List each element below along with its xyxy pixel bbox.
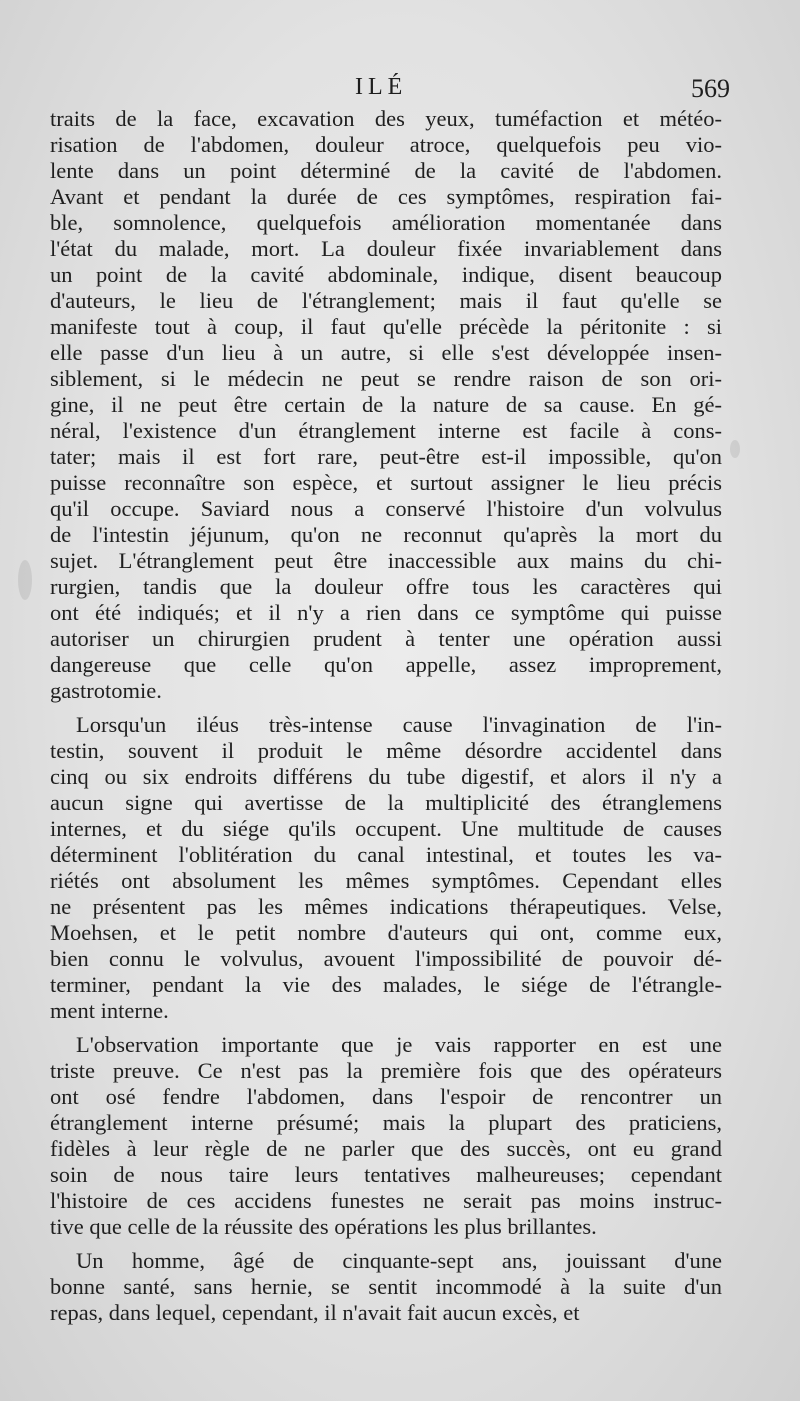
text-line: ment interne. (50, 998, 169, 1023)
running-head-title: ILÉ (355, 74, 408, 100)
text-line: internes, et du siége qu'ils occupent. Une multitude de causes (50, 816, 722, 841)
text-line: lente dans un point déterminé de la cavité de l'abdomen. (50, 158, 722, 183)
paragraph (50, 106, 722, 704)
text-line: autoriser un chirurgien prudent à tenter une opération aussi (50, 626, 722, 651)
text-line: repas, dans lequel, cependant, il n'avait fait aucun excès, et (50, 1300, 580, 1325)
body-text (50, 106, 722, 1326)
paper-stain (730, 440, 740, 458)
text-line: tater; mais il est fort rare, peut-être est-il impossible, qu'on (50, 444, 722, 469)
paragraph (50, 1032, 722, 1240)
text-line: étranglement interne présumé; mais la plupart des praticiens, (50, 1110, 722, 1135)
text-line: riétés ont absolument les mêmes symptômes. Cependant elles (50, 868, 722, 893)
text-line: de l'intestin jéjunum, qu'on ne reconnut qu'après la mort du (50, 522, 722, 547)
text-line: rurgien, tandis que la douleur offre tous les caractères qui (50, 574, 722, 599)
text-line: terminer, pendant la vie des malades, le siége de l'étrangle- (50, 972, 722, 997)
text-line: risation de l'abdomen, douleur atroce, quelquefois peu vio- (50, 132, 722, 157)
text-line: l'histoire de ces accidens funestes ne serait pas moins instruc- (50, 1188, 722, 1213)
text-line: triste preuve. Ce n'est pas la première fois que des opérateurs (50, 1058, 722, 1083)
text-line: déterminent l'oblitération du canal intestinal, et toutes les va- (50, 842, 722, 867)
paragraph-gap (50, 1024, 722, 1032)
text-line: sujet. L'étranglement peut être inaccessible aux mains du chi- (50, 548, 722, 573)
page-number: 569 (691, 74, 730, 103)
text-line: ont été indiqués; et il n'y a rien dans ce symptôme qui puisse (50, 600, 722, 625)
paragraph (50, 1248, 722, 1326)
text-line: dangereuse que celle qu'on appelle, assez improprement, (50, 652, 722, 677)
text-line: Moehsen, et le petit nombre d'auteurs qui ont, comme eux, (50, 920, 722, 945)
text-line: puisse reconnaître son espèce, et surtout assigner le lieu précis (50, 470, 722, 495)
text-line: tive que celle de la réussite des opérations les plus brillantes. (50, 1214, 597, 1239)
text-line: fidèles à leur règle de ne parler que des succès, ont eu grand (50, 1136, 722, 1161)
text-line: manifeste tout à coup, il faut qu'elle précède la péritonite : si (50, 314, 722, 339)
text-line: bonne santé, sans hernie, se sentit incommodé à la suite d'un (50, 1274, 722, 1299)
text-line: testin, souvent il produit le même désordre accidentel dans (50, 738, 722, 763)
text-line: elle passe d'un lieu à un autre, si elle s'est développée insen- (50, 340, 722, 365)
text-line: un point de la cavité abdominale, indique, disent beaucoup (50, 262, 722, 287)
text-line: L'observation importante que je vais rapporter en est une (76, 1032, 722, 1057)
text-line: aucun signe qui avertisse de la multiplicité des étranglemens (50, 790, 722, 815)
text-line: ont osé fendre l'abdomen, dans l'espoir de rencontrer un (50, 1084, 722, 1109)
text-line: cinq ou six endroits différens du tube digestif, et alors il n'y a (50, 764, 722, 789)
text-line: l'état du malade, mort. La douleur fixée invariablement dans (50, 236, 722, 261)
running-head (50, 74, 730, 104)
text-line: siblement, si le médecin ne peut se rendre raison de son ori- (50, 366, 722, 391)
text-line: ne présentent pas les mêmes indications thérapeutiques. Velse, (50, 894, 722, 919)
text-line: Avant et pendant la durée de ces symptômes, respiration fai- (50, 184, 722, 209)
text-line: d'auteurs, le lieu de l'étranglement; mais il faut qu'elle se (50, 288, 722, 313)
text-line: gastrotomie. (50, 678, 162, 703)
paragraph-gap (50, 1240, 722, 1248)
text-line: traits de la face, excavation des yeux, tuméfaction et météo- (50, 106, 722, 131)
text-line: néral, l'existence d'un étranglement interne est facile à cons- (50, 418, 722, 443)
text-line: ble, somnolence, quelquefois amélioration momentanée dans (50, 210, 722, 235)
text-line: bien connu le volvulus, avouent l'impossibilité de pouvoir dé- (50, 946, 722, 971)
paragraph (50, 712, 722, 1024)
text-line: soin de nous taire leurs tentatives malheureuses; cependant (50, 1162, 722, 1187)
text-line: Lorsqu'un iléus très-intense cause l'invagination de l'in- (76, 712, 722, 737)
paper-stain (18, 560, 32, 600)
paragraph-gap (50, 704, 722, 712)
text-line: qu'il occupe. Saviard nous a conservé l'histoire d'un volvulus (50, 496, 722, 521)
text-line: Un homme, âgé de cinquante-sept ans, jouissant d'une (76, 1248, 722, 1273)
text-line: gine, il ne peut être certain de la nature de sa cause. En gé- (50, 392, 722, 417)
